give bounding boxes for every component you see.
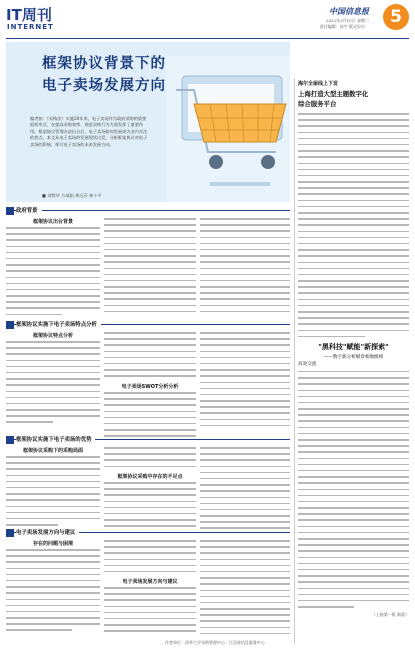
- article-body-column: [104, 540, 196, 577]
- sidebar-headline-2: 综合服务平台: [298, 100, 337, 108]
- section-header-4: 电子卖场发展方向与建议: [6, 528, 290, 538]
- section-4-subheading: 存在的问题与困境: [32, 541, 73, 547]
- section-1-subheading: 框架协议出台背景: [32, 219, 73, 225]
- article-body-column: [200, 218, 290, 317]
- article-body-column: [104, 332, 196, 382]
- article-body-column: [6, 549, 100, 636]
- continued-note: （上接第一版 新版）: [371, 612, 409, 618]
- sidebar-subheadline: ——数字新分析赋诊相地级相: [323, 354, 384, 360]
- headline-line-2: 电子卖场发展方向: [42, 77, 166, 94]
- author-line: ■ 刘铁华 方靖娟 黄远芬 林小平: [42, 193, 102, 198]
- author-affiliation: 作者单位：清华大学采购管理中心 · 江西省信息服务中心: [165, 640, 265, 645]
- section-2-subheading: 框架协议特点分析: [32, 333, 73, 339]
- lead-paragraph: 编者按：《采购法》实施20年来，电子卖场作为政府采购的重要组织形式，在提高采购效率、规范采购行为方面发挥了重要作用。框架协议管理办法出台后，电子卖场如何发展成为业内关注的焦点。本文从电子卖场的发展现状出发，分析框架协议对电子卖场的影响，探讨电子卖场的未来发展方向。: [30, 116, 148, 147]
- article-body-column: [6, 456, 100, 530]
- sidebar-headline-3: "黑科技"赋能"新探索": [318, 342, 389, 351]
- article-body-column: [6, 341, 100, 428]
- sidebar-headline: 上海打造大型主题数字化: [298, 90, 369, 98]
- article-body-column: [104, 218, 196, 317]
- page-number: 5: [383, 4, 409, 30]
- section-4-subheading-2: 电子卖场发展方向与建议: [122, 579, 178, 585]
- article-body-column: [200, 332, 290, 431]
- section-2-subheading-2: 电子卖场SWOT分析分析: [121, 384, 179, 390]
- article-body-column: [104, 482, 196, 532]
- newspaper-logo: 中国信息报: [329, 6, 369, 16]
- section-title: IT周刊: [6, 6, 52, 24]
- article-body-column: [6, 227, 100, 320]
- section-header-1: 政府背景: [6, 206, 290, 216]
- section-subtitle: INTERNET: [7, 23, 54, 31]
- sidebar: [298, 80, 409, 618]
- shopping-cart-illustration: [146, 56, 290, 202]
- issue-meta: 2022年3月15日 星期二 责任编辑：孙宇 版式设计：: [319, 18, 369, 29]
- hero-banner: [6, 42, 290, 202]
- section-3-subheading: 框架协议采购下的采购局面: [22, 448, 83, 454]
- article-body-column: [200, 447, 290, 534]
- masthead-rule: [6, 38, 409, 39]
- sidebar-body-2: [298, 371, 409, 608]
- article-body-column: [200, 540, 290, 639]
- headline-line-1: 框架协议背景下的: [42, 55, 166, 72]
- section-3-subheading-2: 框架协议采购中存在的不足点: [117, 474, 183, 480]
- sidebar-subheadline-2: 高效交流: [298, 361, 317, 367]
- article-body-column: [104, 447, 196, 472]
- article-body-column: [104, 587, 196, 637]
- sidebar-kicker: 海尔全屋线上下发: [298, 81, 339, 87]
- sidebar-body: [298, 113, 409, 337]
- column-divider: [294, 78, 295, 644]
- masthead: [6, 4, 409, 38]
- section-header-3: 框架协议实施下电子卖场的优势: [6, 435, 290, 445]
- section-header-2: 框架协议实施下电子卖场特点分析: [6, 320, 290, 330]
